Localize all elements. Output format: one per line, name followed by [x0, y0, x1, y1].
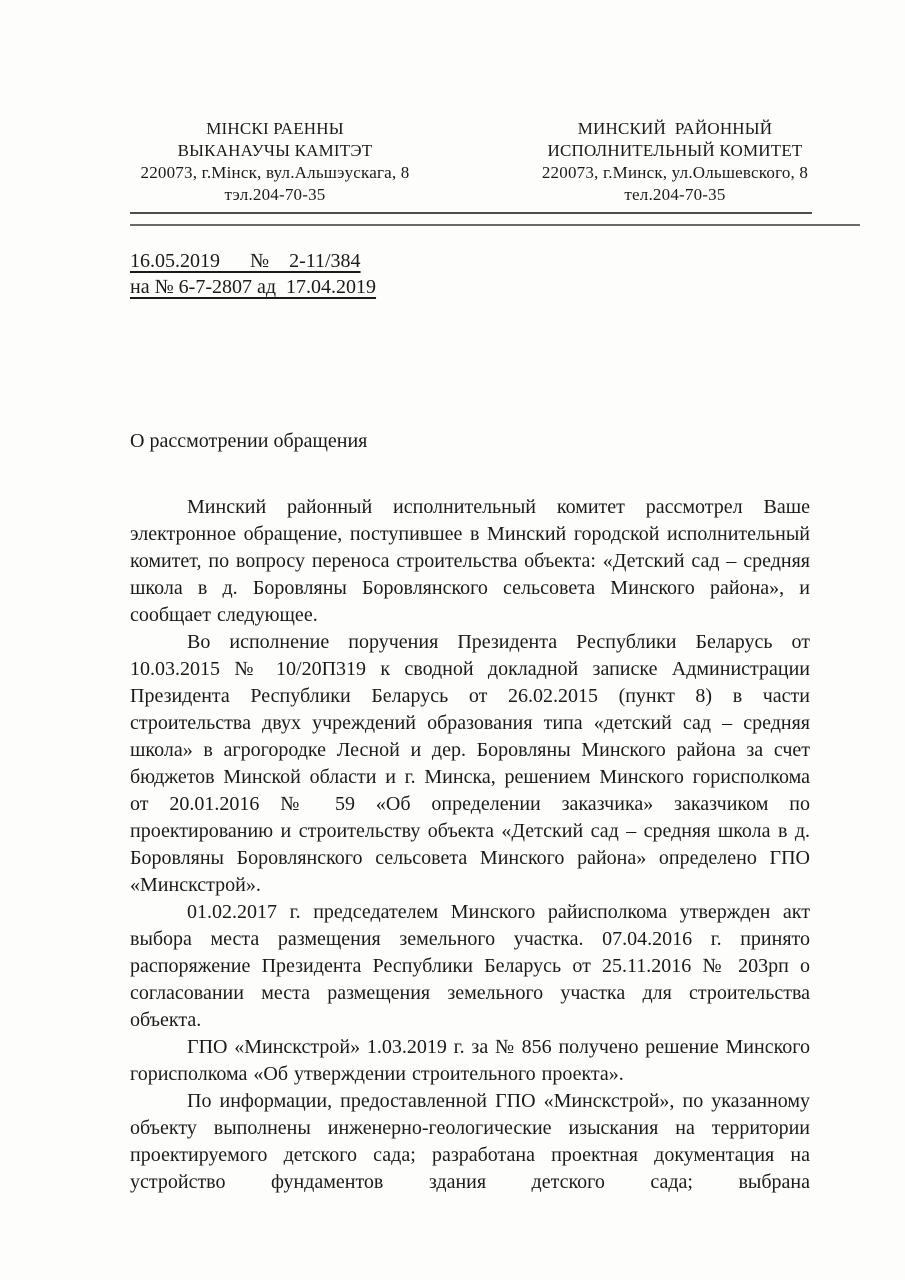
body-paragraph: По информации, предоставленной ГПО «Минскстрой», по указанному объекту выполнены инженерно-геологические изыскания на территории проектируемого детского сада; разработана проектная документация на устройство фундаментов здания детского сада; выбрана — [130, 1089, 810, 1193]
divider-rule-bottom — [130, 224, 860, 226]
subject-line: О рассмотрении обращения — [130, 429, 368, 452]
divider-rule-top — [130, 212, 812, 214]
body-paragraph: ГПО «Минскстрой» 1.03.2019 г. за № 856 получено решение Минского горисполкома «Об утверждении строительного проекта». — [130, 1035, 810, 1085]
letter-body — [130, 494, 810, 1196]
org-address-line: 220073, г.Мінск, вул.Альшэускага, 8 — [140, 163, 410, 182]
reference-block — [130, 248, 905, 300]
org-name-line: ИСПОЛНИТЕЛЬНЫЙ КОМИТЕТ — [547, 141, 803, 160]
org-address-line: 220073, г.Минск, ул.Ольшевского, 8 — [541, 163, 809, 182]
incoming-number: на № 6-7-2807 ад 17.04.2019 — [130, 275, 377, 298]
letterhead — [0, 118, 905, 206]
letterhead-belarusian — [120, 118, 430, 206]
letterhead-russian — [520, 118, 830, 206]
org-name-line: МІНСКІ РАЕННЫ — [206, 119, 344, 138]
body-paragraph: 01.02.2017 г. председателем Минского райисполкома утвержден акт выбора места размещения земельного участка. 07.04.2016 г. принято распоряжение Президента Республики Беларусь от 25.11.2016 № 203рп о согласовании места размещения земельного участка для строительства объекта. — [130, 900, 810, 1031]
body-paragraph: Минский районный исполнительный комитет рассмотрел Ваше электронное обращение, поступившее в Минский городской исполнительный комитет, по вопросу переноса строительства объекта: «Детский сад – средняя школа в д. Боровляны Боровлянского сельсовета Минского района», и сообщает следующее. — [130, 495, 810, 626]
org-phone-line: тел.204-70-35 — [624, 185, 726, 204]
body-paragraph: Во исполнение поручения Президента Республики Беларусь от 10.03.2015 № 10/20П319 к сводной докладной записке Администрации Президента Республики Беларусь от 26.02.2015 (пункт 8) в части строительства двух учреждений образования типа «детский сад – средняя школа» в агрогородке Лесной и дер. Боровляны Минского района за счет бюджетов Минской области и г. Минска, решением Минского горисполкома от 20.01.2016 № 59 «Об определении заказчика» заказчиком по проектированию и строительству объекта «Детский сад – средняя школа в д. Боровляны Боровлянского сельсовета Минского района» определено ГПО «Минскстрой». — [130, 630, 810, 896]
org-phone-line: тэл.204-70-35 — [224, 185, 326, 204]
org-name-line: МИНСКИЙ РАЙОННЫЙ — [577, 119, 773, 138]
outgoing-number: 16.05.2019 № 2-11/384 — [130, 249, 361, 272]
org-name-line: ВЫКАНАУЧЫ КАМІТЭТ — [177, 141, 373, 160]
